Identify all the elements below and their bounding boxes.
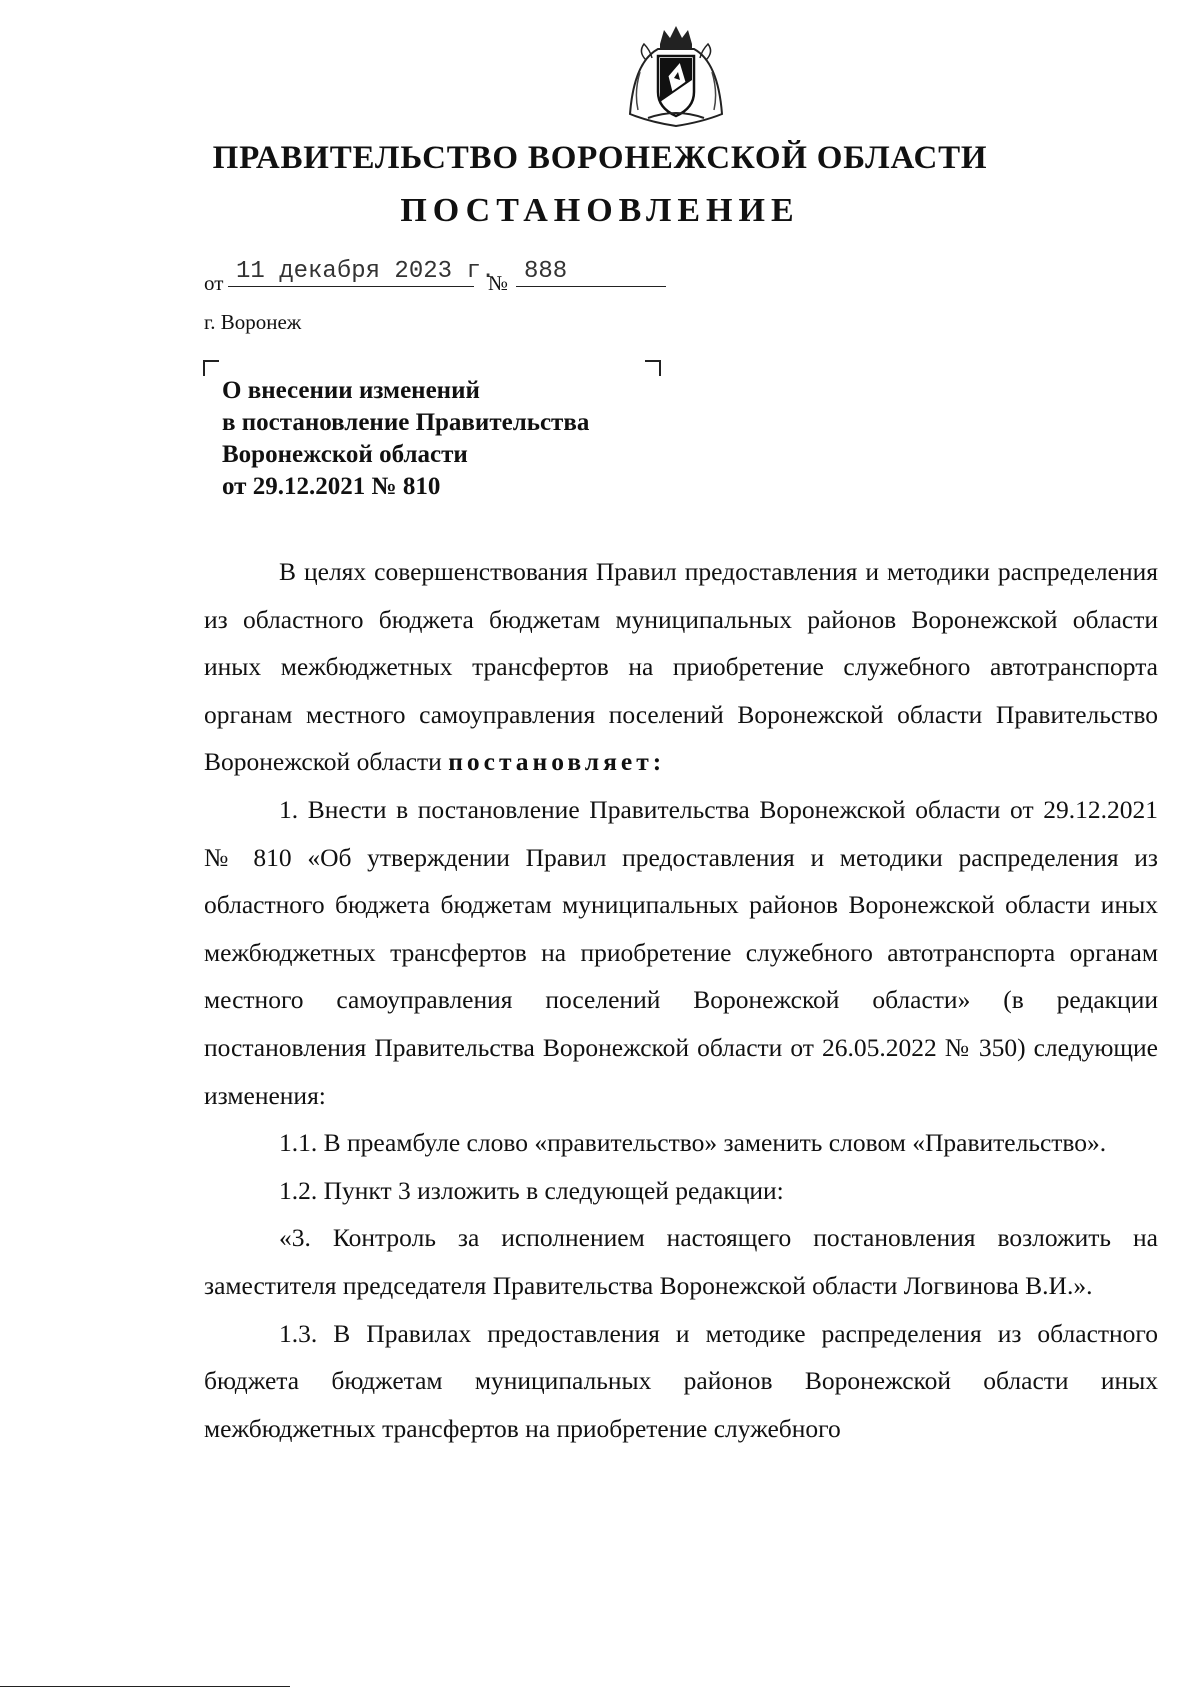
- paragraph-quote: «3. Контроль за исполнением настоящего постановления возложить на заместителя председателя Правительства Воронежской области Логвинова В.И.».: [204, 1223, 1158, 1300]
- paragraph-item-1: 1. Внести в постановление Правительства Воронежской области от 29.12.2021 № 810 «Об утверждении Правил предоставления и методики распределения из областного бюджета бюджетам муниципальных районов Воронежской области иных межбюджетных трансфертов на приобретение служебного автотранспорта органам местного самоуправления поселений Воронежской области» (в редакции постановления Правительства Воронежской области от 26.05.2022 № 350) следующие изменения:: [204, 794, 1158, 1110]
- paragraph-item-1-3: 1.3. В Правилах предоставления и методике распределения из областного бюджета бюджетам муниципальных районов Воронежской области иных межбюджетных трансфертов на приобретение служебного: [204, 1318, 1158, 1443]
- number-underline: [516, 286, 666, 287]
- preamble-text: В целях совершенствования Правил предоставления и методики распределения из областного бюджета бюджетам муниципальных районов Воронежской области иных межбюджетных трансфертов на приобретение служебного автотранспорта органам местного самоуправления поселений Воронежской области Правительство Воронежской области: [204, 557, 1158, 777]
- paragraph-item-1-2: 1.2. Пункт 3 изложить в следующей редакции:: [279, 1175, 784, 1205]
- document-subject: [222, 375, 662, 503]
- subject-line: О внесении изменений: [222, 377, 480, 404]
- number-label: №: [488, 271, 509, 295]
- document-date: 11 декабря 2023 г.: [236, 258, 496, 285]
- government-title: ПРАВИТЕЛЬСТВО ВОРОНЕЖСКОЙ ОБЛАСТИ: [212, 140, 988, 176]
- date-number-row: [204, 258, 684, 295]
- subject-line: Воронежской области: [222, 441, 468, 468]
- document-type-title: ПОСТАНОВЛЕНИЕ: [400, 192, 800, 229]
- document-number: 888: [524, 258, 568, 285]
- city: г. Воронеж: [204, 310, 302, 334]
- from-label: от: [204, 271, 224, 295]
- corner-bracket-left: [203, 360, 219, 376]
- document-body: [204, 548, 1158, 1452]
- subject-line: от 29.12.2021 № 810: [222, 473, 441, 500]
- date-underline: [228, 286, 474, 287]
- subject-line: в постановление Правительства: [222, 409, 590, 436]
- paragraph-preamble: [204, 548, 1158, 786]
- coat-of-arms-icon: [620, 22, 732, 130]
- decree-word: постановляет:: [448, 747, 666, 777]
- paragraph-item-1-1: 1.1. В преамбуле слово «правительство» заменить словом «Правительство».: [279, 1128, 1107, 1158]
- corner-bracket-right: [645, 360, 661, 376]
- footer-rule: [0, 1686, 290, 1687]
